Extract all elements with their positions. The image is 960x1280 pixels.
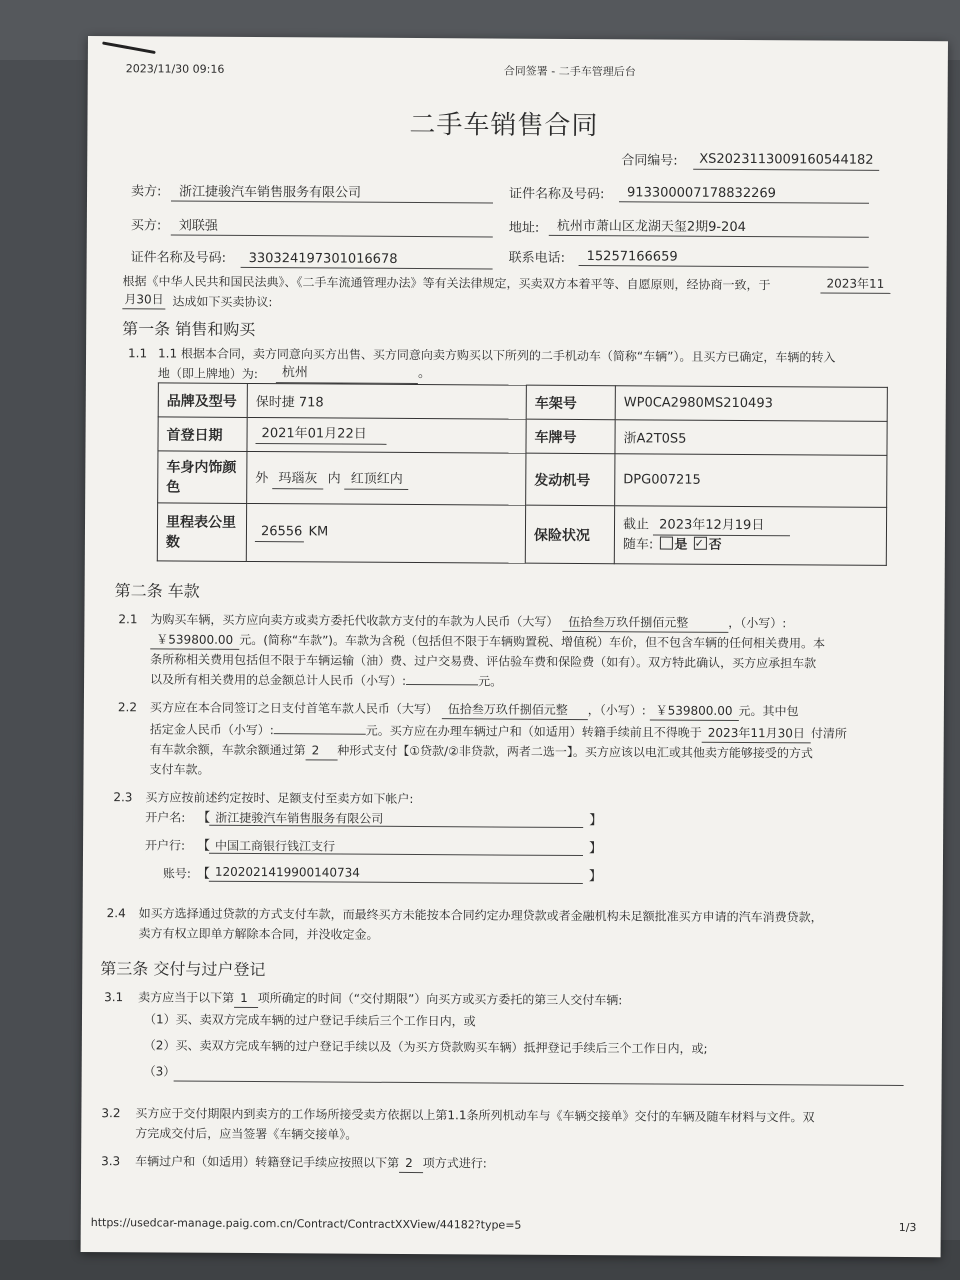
buyer-cert-label: 证件名称及号码: bbox=[130, 250, 227, 266]
s2-3-a: 买方应按前述约定按时、足额支付至卖方如下帐户: bbox=[145, 790, 414, 807]
s2-4-a: 如买方选择通过贷款的方式支付车款，而最终买方未能按本合同约定办理贷款或者金融机构未足额批准买方申请的汽车消费贷款， bbox=[138, 906, 823, 925]
no-checkbox[interactable] bbox=[694, 536, 707, 549]
section1-title: 第一条 销售和购买 bbox=[122, 319, 256, 340]
phone-label: 联系电话: bbox=[508, 250, 566, 266]
bank-label: 开户行: bbox=[145, 838, 186, 853]
s3-3-a: 车辆过户和（如适用）转籍登记手续应按照以下第 2 项方式进行: bbox=[135, 1152, 487, 1173]
s3-2-b: 方完成交付后，应当签署《车辆交接单》。 bbox=[135, 1126, 358, 1142]
acct-name-line bbox=[209, 825, 583, 828]
buyer-address: 杭州市萧山区龙湖天玺2期9-204 bbox=[556, 218, 746, 236]
s2-2-b: 括定金人民币（小写）: 元。买方应在办理车辆过户和（如适用）转籍手续前且不得晚于 2023年11月30日 付清所 bbox=[150, 720, 847, 743]
yes-checkbox[interactable] bbox=[659, 536, 672, 549]
reg-value: 2021年01月22日 bbox=[247, 417, 526, 453]
acct-name: 浙江捷骏汽车销售服务有限公司 bbox=[215, 810, 384, 826]
contract-no: XS2023113009160544182 bbox=[693, 150, 879, 171]
vin-value: WP0CA2980MS210493 bbox=[615, 386, 887, 422]
s2-2-d: 支付车款。 bbox=[149, 762, 210, 777]
s3-1-num: 3.1 bbox=[104, 990, 124, 1005]
s3-1-a: 卖方应当于以下第 1 项所确定的时间（“交付期限”）向买方或买方委托的第三人交付车辆: bbox=[138, 990, 623, 1008]
table-row bbox=[158, 451, 887, 507]
buyer-line bbox=[171, 235, 493, 238]
s2-1-d: 以及所有相关费用的总金额总计人民币（小写）: 元。 bbox=[150, 672, 503, 689]
acct-no-label: 账号: bbox=[162, 866, 191, 881]
intro-date-b: 月30日 bbox=[122, 290, 165, 309]
contract-paper bbox=[81, 36, 948, 1257]
table-row bbox=[158, 417, 887, 455]
address-label: 地址: bbox=[508, 220, 540, 236]
s3-opt1: （1）买、卖双方完成车辆的过户登记手续后三个工作日内，或 bbox=[143, 1012, 476, 1029]
seller-label: 卖方: bbox=[131, 184, 162, 200]
section2-title: 第二条 车款 bbox=[114, 581, 200, 601]
s2-2-a: 买方应在本合同签订之日支付首笔车款人民币（大写） 伍拾叁万玖仟捌佰元整 ，（小写）: ￥539800.00 元。其中包 bbox=[150, 698, 799, 721]
bank-name: 中国工商银行钱江支行 bbox=[215, 838, 336, 854]
table-row bbox=[157, 503, 886, 565]
bracket-right: 】 bbox=[588, 869, 602, 885]
page-url: https://usedcar-manage.paig.com.cn/Contract/ContractXXView/44182?type=5 bbox=[90, 1216, 522, 1232]
seller-cert-label: 证件名称及号码: bbox=[508, 186, 605, 203]
brand-value: 保时捷 718 bbox=[247, 383, 526, 419]
print-timestamp: 2023/11/30 09:16 bbox=[125, 62, 225, 76]
intro-line1: 根据《中华人民共和国民法典》、《二手车流通管理办法》等有关法律规定，买卖双方本着平等、自愿原则，经协商一致，于 bbox=[122, 274, 771, 293]
bank-line bbox=[209, 853, 583, 856]
s2-3-num: 2.3 bbox=[113, 790, 133, 805]
mileage-label: 里程表公里数 bbox=[157, 503, 246, 562]
bracket-left: 【 bbox=[197, 810, 211, 826]
s2-1-num: 2.1 bbox=[118, 612, 138, 627]
table-row bbox=[158, 383, 887, 421]
buyer-cert: 330324197301016678 bbox=[248, 250, 398, 267]
system-title: 合同签署 - 二手车管理后台 bbox=[503, 64, 636, 79]
bracket-right: 】 bbox=[588, 841, 603, 857]
page-title: 二手车销售合同 bbox=[409, 109, 599, 142]
insurance-label: 保险状况 bbox=[525, 505, 614, 564]
bracket-left: 【 bbox=[197, 838, 211, 854]
pen-mark bbox=[102, 41, 156, 54]
s3-opt2: （2）买、卖双方完成车辆的过户登记手续以及（为买方贷款购买车辆）抵押登记手续后三个工作日内，或; bbox=[143, 1038, 708, 1056]
acct-name-label: 开户名: bbox=[145, 810, 186, 825]
s3-2-a: 买方应于交付期限内到卖方的工作场所接受卖方依据以上第1.1条所列机动车与《车辆交接单》交付的车辆及随车材料与文件。双 bbox=[135, 1106, 815, 1125]
color-value: 外 玛瑙灰 内 红顶红内 bbox=[247, 451, 526, 505]
seller-cert: 913300007178832269 bbox=[627, 185, 776, 202]
s2-2-num: 2.2 bbox=[117, 700, 138, 715]
s1-text2: 地（即上牌地）为: bbox=[157, 366, 259, 382]
engine-value: DPG007215 bbox=[615, 454, 887, 508]
buyer-phone: 15257166659 bbox=[586, 249, 678, 265]
plate-label: 车牌号 bbox=[526, 419, 615, 454]
seller-name: 浙江捷骏汽车销售服务有限公司 bbox=[179, 184, 362, 201]
s1-num: 1.1 bbox=[128, 346, 148, 361]
section3-title: 第三条 交付与过户登记 bbox=[100, 959, 266, 980]
brand-label: 品牌及型号 bbox=[158, 383, 247, 418]
acct-no: 1202021419900140734 bbox=[214, 864, 360, 880]
s1-text1: 1.1 根据本合同，卖方同意向买方出售、买方同意向卖方购买以下所列的二手机动车（简称“车辆”）。且买方已确定，车辆的转入 bbox=[158, 346, 836, 365]
engine-label: 发动机号 bbox=[526, 453, 615, 506]
s3-opt3: （3） bbox=[143, 1064, 176, 1079]
insurance-value: 截止 2023年12月19日 随车: 是 ✓ 否 bbox=[614, 506, 886, 566]
s3-3-num: 3.3 bbox=[101, 1154, 121, 1169]
color-label: 车身内饰颜色 bbox=[158, 451, 247, 504]
buyer-label: 买方: bbox=[130, 218, 162, 234]
s2-1-a: 为购买车辆，买方应向卖方或卖方委托代收款方支付的车款为人民币（大写） 伍拾叁万玖仟捌佰元整 ，（小写）: bbox=[150, 610, 786, 633]
page-number: 1/3 bbox=[898, 1220, 917, 1235]
bracket-right: 】 bbox=[589, 813, 603, 829]
s2-4-num: 2.4 bbox=[106, 906, 126, 921]
opt3-line bbox=[174, 1081, 904, 1086]
contract-no-label: 合同编号: bbox=[621, 153, 678, 169]
s2-4-b: 卖方有权立即单方解除本合同，并没收定金。 bbox=[138, 926, 379, 942]
acct-no-line bbox=[209, 881, 583, 884]
reg-label: 首登日期 bbox=[158, 417, 247, 452]
mileage-value: 26556 KM bbox=[246, 503, 525, 563]
s1-city: 杭州 。 bbox=[276, 363, 431, 384]
vin-label: 车架号 bbox=[526, 385, 615, 420]
intro-line2: 达成如下买卖协议: bbox=[172, 294, 273, 310]
bracket-left: 【 bbox=[196, 866, 210, 882]
plate-value: 浙A2T0S5 bbox=[615, 420, 887, 456]
intro-date-a: 2023年11 bbox=[820, 274, 890, 293]
s2-1-b: ￥539800.00 元。(简称“车款”)。车款为含税（包括但不限于车辆购置税、增值税）车价，但不包含车辆的任何相关费用。本 bbox=[150, 630, 825, 653]
s2-1-c: 条所称相关费用包括但不限于车辆运输（油）费、过户交易费、评估验车费和保险费（如有）。双方特此确认，买方应承担车款 bbox=[150, 652, 817, 671]
s2-2-c: 有车款余额，车款余额通过第 2 种形式支付【①贷款/②非贷款，两者二选一】。买方应该以电汇或其他卖方能够接受的方式 bbox=[149, 742, 813, 761]
buyer-name: 刘联强 bbox=[178, 218, 218, 234]
s3-2-num: 3.2 bbox=[101, 1106, 121, 1121]
vehicle-table bbox=[157, 382, 888, 565]
